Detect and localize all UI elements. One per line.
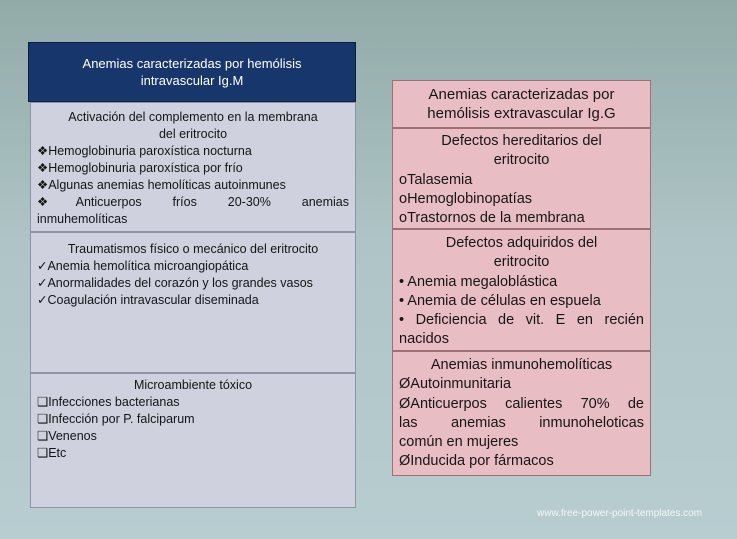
list-item: ❖Anticuerpos fríos 20-30% anemias [37, 195, 349, 209]
intravascular-header-line1: Anemias caracterizadas por hemólisis [82, 56, 302, 71]
complement-activation-title-line1: Activación del complemento en la membrana [68, 110, 318, 124]
list-item: • Deficiencia de vit. E en recién [399, 312, 644, 329]
list-item: ❑Infecciones bacterianas [37, 395, 180, 409]
list-item: ØAutoinmunitaria [399, 376, 512, 393]
list-item: oHemoglobinopatías [399, 190, 533, 207]
extravascular-header-line1: Anemias caracterizadas por [428, 86, 615, 103]
trauma-box [30, 232, 356, 373]
toxic-microenvironment-box [30, 373, 356, 508]
intravascular-header-line2: intravascular Ig.M [140, 73, 244, 88]
intravascular-header [28, 42, 356, 102]
list-item: ØInducida por fármacos [399, 453, 554, 470]
list-item: ✓Anemia hemolítica microangiopática [37, 259, 249, 273]
extravascular-header [392, 80, 651, 128]
list-item: ❖Hemoglobinuria paroxística por frío [37, 161, 243, 175]
list-item: nacidos [399, 331, 449, 348]
hereditary-defects-box [392, 128, 651, 229]
toxic-microenvironment-title: Microambiente tóxico [133, 378, 253, 392]
list-item: • Anemia megaloblástica [399, 273, 558, 290]
list-item: inmuhemolíticas [37, 212, 128, 226]
acquired-defects-box [392, 229, 651, 351]
extravascular-header-line2: hemólisis extravascular Ig.G [427, 105, 616, 123]
list-item: ✓Anormalidades del corazón y los grandes vasos [37, 276, 313, 290]
list-item: ❖Hemoglobinuria paroxística nocturna [37, 144, 252, 158]
immunohemolytic-title: Anemias inmunohemolíticas [430, 357, 613, 373]
list-item: • Anemia de células en espuela [399, 292, 601, 309]
trauma-title: Traumatismos físico o mecánico del eritrocito [67, 242, 319, 256]
watermark: www.free-power-point-templates.com [537, 508, 703, 519]
complement-activation-box [30, 102, 356, 232]
list-item: las anemias inmunoheloticas [399, 414, 644, 431]
list-item: ØAnticuerpos calientes 70% de [399, 395, 644, 412]
hereditary-defects-title-line1: Defectos hereditarios del [441, 133, 602, 149]
acquired-defects-title-line2: eritrocito [493, 254, 550, 271]
list-item: oTrastornos de la membrana [399, 210, 585, 227]
immunohemolytic-box [392, 351, 651, 476]
hereditary-defects-title-line2: eritrocito [493, 152, 550, 169]
list-item: ❑Infección por P. falciparum [37, 412, 195, 426]
complement-activation-title-line2: del eritrocito [158, 127, 228, 141]
acquired-defects-title-line1: Defectos adquiridos del [445, 235, 598, 251]
list-item: oTalasemia [399, 171, 473, 188]
list-item: ❑Venenos [37, 429, 97, 443]
list-item: ❖Algunas anemias hemolíticas autoinmunes [37, 178, 286, 192]
list-item: ✓Coagulación intravascular diseminada [37, 293, 259, 307]
list-item: ❑Etc [37, 446, 67, 460]
list-item: común en mujeres [399, 434, 519, 451]
